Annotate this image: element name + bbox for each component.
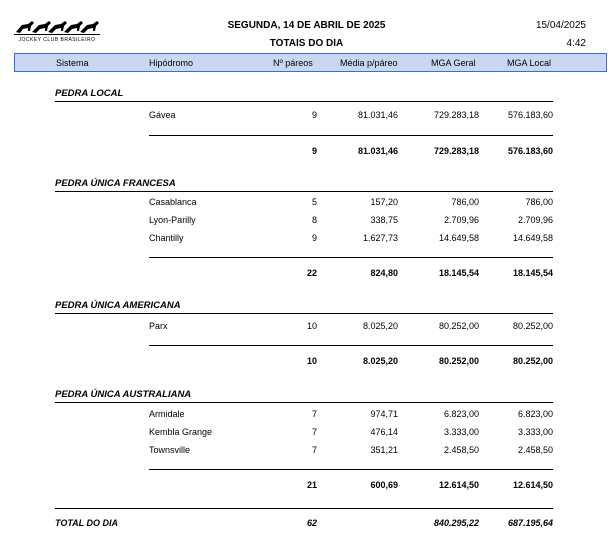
average-per-race: 8.025,20: [362, 321, 398, 331]
subtotal-rule: [149, 135, 553, 136]
section-title: PEDRA LOCAL: [55, 88, 124, 99]
mga-general: 786,00: [451, 197, 479, 207]
report-time: 4:42: [566, 38, 586, 49]
racecourse-name: Chantilly: [149, 233, 184, 243]
mga-general: 80.252,00: [438, 321, 479, 331]
section-rule: [55, 402, 553, 403]
col-hipodromo: Hipódromo: [149, 58, 194, 68]
report-title: SEGUNDA, 14 DE ABRIL DE 2025: [227, 20, 386, 31]
subtotal-mga-general: 729.283,18: [433, 146, 479, 156]
section-title: PEDRA ÚNICA AUSTRALIANA: [55, 389, 192, 400]
average-per-race: 974,71: [370, 409, 398, 419]
col-mga-local: MGA Local: [507, 58, 552, 68]
total-races: 62: [306, 518, 317, 528]
average-per-race: 351,21: [370, 445, 398, 455]
report-subtitle: TOTAIS DO DIA: [269, 38, 344, 49]
races-count: 9: [311, 110, 317, 120]
average-per-race: 1.627,73: [362, 233, 398, 243]
subtotal-average: 824,80: [370, 268, 398, 278]
racecourse-name: Lyon-Parilly: [149, 215, 196, 225]
subtotal-mga-local: 576.183,60: [507, 146, 553, 156]
col-mga-geral: MGA Geral: [431, 58, 476, 68]
col-pareos: Nº páreos: [273, 58, 313, 68]
races-count: 9: [311, 233, 317, 243]
subtotal-average: 600,69: [370, 480, 398, 490]
section-rule: [55, 313, 553, 314]
subtotal-mga-local: 80.252,00: [512, 356, 553, 366]
section-title: PEDRA ÚNICA AMERICANA: [55, 300, 181, 311]
mga-general: 14.649,58: [438, 233, 479, 243]
mga-general: 2.709,96: [443, 215, 479, 225]
mga-local: 786,00: [525, 197, 553, 207]
racecourse-name: Kembla Grange: [149, 427, 213, 437]
total-rule: [55, 508, 553, 509]
column-header-bar: [14, 53, 607, 72]
racecourse-name: Casablanca: [149, 197, 197, 207]
subtotal-mga-general: 12.614,50: [438, 480, 479, 490]
races-count: 7: [311, 445, 317, 455]
average-per-race: 476,14: [370, 427, 398, 437]
total-label: TOTAL DO DIA: [55, 518, 118, 528]
subtotal-rule: [149, 469, 553, 470]
logo-text: JOCKEY CLUB BRASILEIRO: [18, 37, 96, 43]
subtotal-races: 22: [306, 268, 317, 278]
total-mga-general: 840.295,22: [433, 518, 479, 528]
races-count: 7: [311, 409, 317, 419]
subtotal-mga-general: 18.145,54: [438, 268, 479, 278]
mga-local: 2.709,96: [517, 215, 553, 225]
subtotal-mga-local: 12.614,50: [512, 480, 553, 490]
subtotal-rule: [149, 257, 553, 258]
subtotal-races: 9: [311, 146, 317, 156]
average-per-race: 338,75: [370, 215, 398, 225]
report-date: 15/04/2025: [535, 20, 586, 31]
mga-local: 576.183,60: [507, 110, 553, 120]
average-per-race: 81.031,46: [357, 110, 398, 120]
total-mga-local: 687.195,64: [507, 518, 553, 528]
mga-local: 80.252,00: [512, 321, 553, 331]
racecourse-name: Townsville: [149, 445, 191, 455]
mga-local: 14.649,58: [512, 233, 553, 243]
racecourse-name: Parx: [149, 321, 168, 331]
mga-local: 3.333,00: [517, 427, 553, 437]
section-title: PEDRA ÚNICA FRANCESA: [55, 178, 176, 189]
racecourse-name: Armidale: [149, 409, 185, 419]
mga-general: 729.283,18: [433, 110, 479, 120]
mga-local: 2.458,50: [517, 445, 553, 455]
races-count: 7: [311, 427, 317, 437]
subtotal-average: 81.031,46: [357, 146, 398, 156]
races-count: 10: [306, 321, 317, 331]
subtotal-races: 21: [306, 480, 317, 490]
section-rule: [55, 101, 553, 102]
col-media: Média p/páreo: [340, 58, 398, 68]
subtotal-mga-general: 80.252,00: [438, 356, 479, 366]
mga-general: 6.823,00: [443, 409, 479, 419]
subtotal-rule: [149, 345, 553, 346]
subtotal-races: 10: [306, 356, 317, 366]
racecourse-name: Gávea: [149, 110, 176, 120]
races-count: 5: [311, 197, 317, 207]
subtotal-average: 8.025,20: [362, 356, 398, 366]
section-rule: [55, 191, 553, 192]
col-sistema: Sistema: [56, 58, 89, 68]
races-count: 8: [311, 215, 317, 225]
mga-general: 3.333,00: [443, 427, 479, 437]
mga-general: 2.458,50: [443, 445, 479, 455]
average-per-race: 157,20: [370, 197, 398, 207]
mga-local: 6.823,00: [517, 409, 553, 419]
subtotal-mga-local: 18.145,54: [512, 268, 553, 278]
